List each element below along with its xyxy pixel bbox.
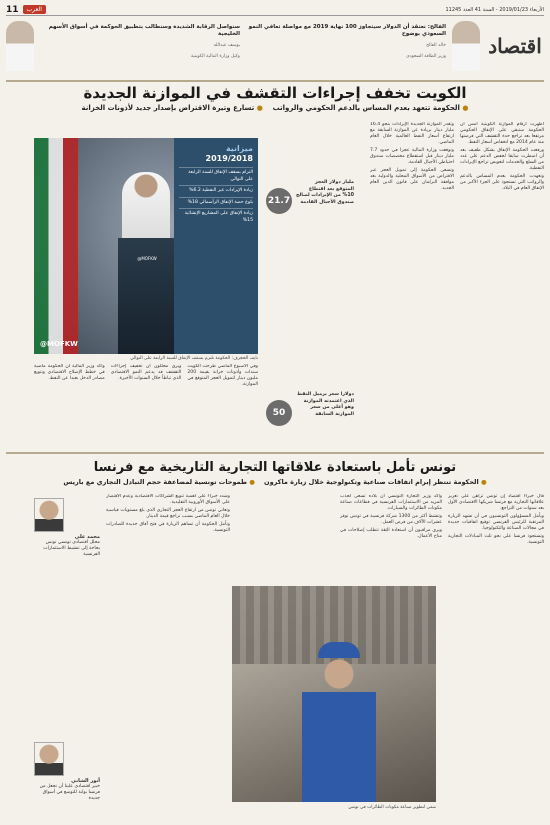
paragraph: ويرى مراقبون أن استعادة الثقة تتطلب إصلاحات في مناخ الأعمال. [340,528,442,539]
author-name: أنور الشابي [71,778,100,784]
paragraph: أظهرت أرقام الموازنة الكويتية أمس أن الحكومة ستبقي على الإنفاق الحكومي مرتفعا بعد تراجع حدة التقشف التي فرضتها منذ عام 2014 مع انخفاض أسعار النفط. [460,122,544,145]
divider [6,452,544,454]
photo-handle: @MOFKW [40,340,78,348]
bullet-icon: ● [480,478,487,486]
teaser-left [40,18,240,76]
page-header [6,4,544,16]
presentation-screen [174,138,258,354]
story2-column-mid [340,494,442,582]
worker-cap [318,642,360,658]
author-role: خبير اقتصادي [74,784,100,789]
newspaper-logo: العرب [23,5,46,14]
story1-column-left [34,364,258,440]
paragraph: وتعاني تونس من ارتفاع العجز التجاري الذي بلغ مستويات قياسية خلال العام الماضي بسبب تراجع قيمة الدينار. [106,508,230,519]
section-name: اقتصاد [488,34,542,58]
paragraph: وأكد وزير التجارة التونسي أن بلاده تسعى لجذب المزيد من الاستثمارات الفرنسية في قطاعات صناعة مكونات الطائرات والسيارات. [340,494,442,511]
bullet-icon: ● [256,104,263,112]
header-left [6,5,46,15]
teaser-left-quote: سنواصل الرقابة الشديدة وسنطالب بتطبيق الحوكمة في أسواق الأسهم الخليجية [48,24,240,37]
dateline: الأربعاء 2019/01/23 - السنة 41 العدد 11245 [445,6,544,13]
teaser-left-photo [6,21,34,71]
teaser-right-name: خالد الفالح [426,43,446,48]
story2-photo-caption: سعي لتطوير صناعة مكونات الطائرات في تونس [348,805,436,810]
paragraph: وأكد وزير المالية أن الحكومة ماضية في خطط الإصلاح الاقتصادي وتنويع مصادر الدخل بعيدا عن النفط. [34,364,105,381]
paragraph: وتقدر الموازنة الجديدة الإيرادات بنحو 16.4 مليار دينار بزيادة عن الموازنة السابقة مع ارتفاع أسعار النفط العالمية خلال العام الماضي. [370,122,454,145]
section-header [6,18,544,76]
story2-subhead: طموحات تونسية لمضاعفة حجم التبادل التجاري مع باريس [63,478,248,486]
story2-subheads [6,478,544,486]
teaser-right-quote: الفالح: نعتقد أن الدولار سيتجاوز 100 نهاية 2019 مع مواصلة تعافي النمو السعودي بوضوح [248,24,446,37]
pull-quote-badge: 21.7 [266,188,292,214]
page-number: 11 [6,4,19,15]
author-role: محلل اقتصادي تونسي [57,540,100,545]
story1-subhead: تسارع وتيرة الاقتراض بإصدار جديد لأذونات الخزانة [81,104,255,112]
paragraph: وتستحوذ فرنسا على نحو ثلث المبادلات التجارية التونسية. [448,534,544,545]
pull-quote-badge: 50 [266,400,292,426]
divider [6,80,544,82]
screen-year: 2019/2018 [205,154,253,163]
speaker-figure [122,172,170,242]
author-name: محمد علي [74,534,100,540]
pull-quote: دولارا سعر برميل النفط الذي اعتمدته الموازنة وهو أعلى من سعر الموازنة السابقة [297,392,354,417]
author-quote: تونس بحاجة إلى تنشيط الاستثمارات الفرنسية [43,540,100,557]
bullet-icon: ● [249,478,255,486]
paragraph: وتسعى الحكومة إلى تمويل العجز عبر الاقتراض من الأسواق المحلية والدولية بعد موافقة البرلمان على قانون الدين العام الجديد. [370,168,454,191]
podium-handle: @MOFKW [137,256,157,261]
story1-photo [34,138,258,354]
story2-headline: تونس تأمل باستعادة علاقاتها التجارية التاريخية مع فرنسا [93,460,457,475]
paragraph: وتعهدت الحكومة بعدم المساس بالدعم والرواتب التي تستحوذ على الجزء الأكبر من الإنفاق العام في البلاد. [460,174,544,191]
teaser-right-role: وزير الطاقة السعودي [406,54,446,59]
paragraph: ويرى محللون أن تخفيف إجراءات التقشف قد يدعم النمو الاقتصادي الذي تباطأ خلال السنوات الأخيرة. [110,364,182,381]
author-photo [34,742,64,776]
story1-column-mid [370,122,454,440]
teaser-right [246,18,446,76]
story2-column-right [448,494,544,804]
worker-figure [302,646,376,802]
screen-line: بلوغ حصة الإنفاق الرأسمالي 18% [179,197,253,209]
author-photo [34,498,64,532]
pull-quote: مليار دولار العجز المتوقع بعد اقتطاع 10% من الإيرادات لصالح صندوق الأجيال القادمة [296,180,354,205]
paragraph: وفي الأسبوع الماضي طرحت الكويت سندات وأذونات خزانة بقيمة 200 مليون دينار لتمويل العجز المتوقع في الموازنة. [187,364,258,387]
teaser-right-photo [452,21,480,71]
screen-line: زيادة الإنفاق على المشاريع الإنشائية 15% [179,208,253,226]
screen-line: التزام بسقف الإنفاق للسنة الرابعة على التوالي [179,167,253,185]
author-tag [34,534,100,558]
paragraph: وتأمل الحكومة أن تساهم الزيارة في فتح آفاق جديدة للصادرات التونسية. [106,522,230,533]
paragraph: قال خبراء اقتصاد إن تونس تراهن على تعزيز علاقاتها التجارية مع فرنسا شريكها الاقتصادي الأول بعد سنوات من التراجع. [448,494,544,511]
bullet-icon: ● [462,104,469,112]
story2-photo [232,586,436,802]
story1-subhead: الحكومة تتعهد بعدم المساس بالدعم الحكومي والرواتب [272,104,460,112]
story1-photo-caption: نايف الحجرف: الحكومة تلتزم بسقف الإنفاق للسنة الرابعة على التوالي [130,356,258,361]
story1-column-right [460,122,544,440]
story2-column-left [106,494,230,804]
author-quote: علينا أن نجعل من فرنسا بوابة للتوسع في أسواق جديدة [39,784,100,801]
story1-headline: الكويت تخفف إجراءات التقشف في الموازنة الجديدة [83,84,467,102]
paragraph: ويأمل المسؤولون التونسيون في أن تشهد الزيارة المرتقبة للرئيس الفرنسي توقيع اتفاقيات جديدة في مجالات الصناعة والتكنولوجيا. [448,514,544,531]
paragraph: وشدد خبراء على أهمية تنويع الشراكات الاقتصادية وعدم الاقتصار على الأسواق الأوروبية التقليدية. [106,494,230,505]
paragraph: وتوقعت وزارة المالية عجزا في حدود 7.7 مليار دينار قبل استقطاع مخصصات صندوق احتياطي الأجيال القادمة. [370,148,454,165]
teaser-left-name: يوسف عبدالله [213,43,240,48]
screen-title: ميزانية [225,144,253,153]
story1-subheads [6,104,544,112]
screen-line: زيادة الإيرادات غير النفطية 6.2% [179,185,253,197]
story2-subhead: الحكومة تنتظر إبرام اتفاقات صناعية وتكنولوجية خلال زيارة ماكرون [264,478,479,486]
teaser-left-role: وكيل وزارة المالية الكويتية [190,54,240,59]
paragraph: ورفعت الحكومة الإنفاق بشكل طفيف بعد أن اضطرت سابقا لخفض الدعم على عدد من السلع والخدمات لتعويض تراجع الإيرادات النفطية. [460,148,544,171]
kuwait-flag-image [34,138,78,354]
author-tag [34,778,100,802]
paragraph: وتنشط أكثر من 1300 شركة فرنسية في تونس توفر عشرات الآلاف من فرص العمل. [340,514,442,525]
